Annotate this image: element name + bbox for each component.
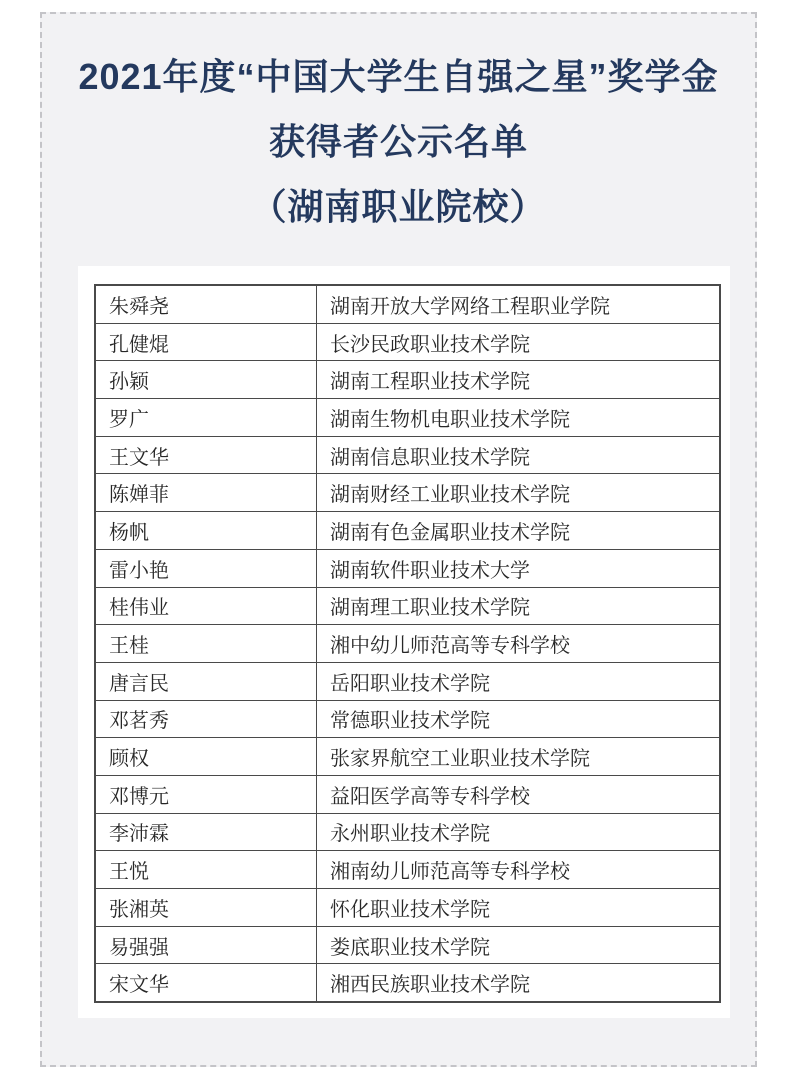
institution-cell: 湖南有色金属职业技术学院 xyxy=(317,512,721,550)
institution-cell: 湖南信息职业技术学院 xyxy=(317,436,721,474)
table-row xyxy=(95,399,720,437)
recipient-name-cell: 李沛霖 xyxy=(95,813,317,851)
institution-cell: 怀化职业技术学院 xyxy=(317,889,721,927)
institution-cell: 永州职业技术学院 xyxy=(317,813,721,851)
recipient-name-cell: 唐言民 xyxy=(95,662,317,700)
recipient-name-cell: 桂伟业 xyxy=(95,587,317,625)
recipient-name-cell: 陈婵菲 xyxy=(95,474,317,512)
institution-cell: 益阳医学高等专科学校 xyxy=(317,775,721,813)
table-row xyxy=(95,474,720,512)
table-row xyxy=(95,662,720,700)
table-row xyxy=(95,700,720,738)
table-row xyxy=(95,775,720,813)
table-row xyxy=(95,587,720,625)
table-row xyxy=(95,436,720,474)
institution-cell: 湖南财经工业职业技术学院 xyxy=(317,474,721,512)
table-row xyxy=(95,926,720,964)
recipient-name-cell: 雷小艳 xyxy=(95,549,317,587)
table-row xyxy=(95,625,720,663)
institution-cell: 湘西民族职业技术学院 xyxy=(317,964,721,1002)
institution-cell: 长沙民政职业技术学院 xyxy=(317,323,721,361)
table-row xyxy=(95,738,720,776)
table-row xyxy=(95,323,720,361)
institution-cell: 湖南理工职业技术学院 xyxy=(317,587,721,625)
title-line-1: 2021年度“中国大学生自强之星”奖学金 xyxy=(78,56,719,97)
recipient-name-cell: 孙颖 xyxy=(95,361,317,399)
institution-cell: 湘中幼儿师范高等专科学校 xyxy=(317,625,721,663)
institution-cell: 岳阳职业技术学院 xyxy=(317,662,721,700)
recipient-name-cell: 邓博元 xyxy=(95,775,317,813)
table-row xyxy=(95,851,720,889)
title-line-2: 获得者公示名单 xyxy=(268,121,528,162)
title-line-3: （湖南职业院校） xyxy=(250,186,547,227)
institution-cell: 湖南工程职业技术学院 xyxy=(317,361,721,399)
page-title xyxy=(42,44,755,239)
recipient-name-cell: 孔健焜 xyxy=(95,323,317,361)
institution-cell: 张家界航空工业职业技术学院 xyxy=(317,738,721,776)
recipient-table-body xyxy=(95,285,720,1002)
recipient-name-cell: 宋文华 xyxy=(95,964,317,1002)
table-row xyxy=(95,512,720,550)
recipient-name-cell: 邓茗秀 xyxy=(95,700,317,738)
recipient-name-cell: 朱舜尧 xyxy=(95,285,317,323)
institution-cell: 湖南软件职业技术大学 xyxy=(317,549,721,587)
table-row xyxy=(95,813,720,851)
recipient-name-cell: 王悦 xyxy=(95,851,317,889)
announcement-panel xyxy=(40,12,757,1067)
table-row xyxy=(95,285,720,323)
institution-cell: 常德职业技术学院 xyxy=(317,700,721,738)
recipient-name-cell: 顾权 xyxy=(95,738,317,776)
recipient-name-cell: 杨帆 xyxy=(95,512,317,550)
institution-cell: 湘南幼儿师范高等专科学校 xyxy=(317,851,721,889)
table-row xyxy=(95,361,720,399)
table-row xyxy=(95,964,720,1002)
recipient-name-cell: 易强强 xyxy=(95,926,317,964)
recipient-name-cell: 王文华 xyxy=(95,436,317,474)
recipient-name-cell: 罗广 xyxy=(95,399,317,437)
recipient-table xyxy=(94,284,721,1003)
table-row xyxy=(95,889,720,927)
institution-cell: 娄底职业技术学院 xyxy=(317,926,721,964)
institution-cell: 湖南生物机电职业技术学院 xyxy=(317,399,721,437)
recipient-name-cell: 张湘英 xyxy=(95,889,317,927)
recipient-list-card xyxy=(78,266,730,1018)
table-row xyxy=(95,549,720,587)
institution-cell: 湖南开放大学网络工程职业学院 xyxy=(317,285,721,323)
recipient-name-cell: 王桂 xyxy=(95,625,317,663)
